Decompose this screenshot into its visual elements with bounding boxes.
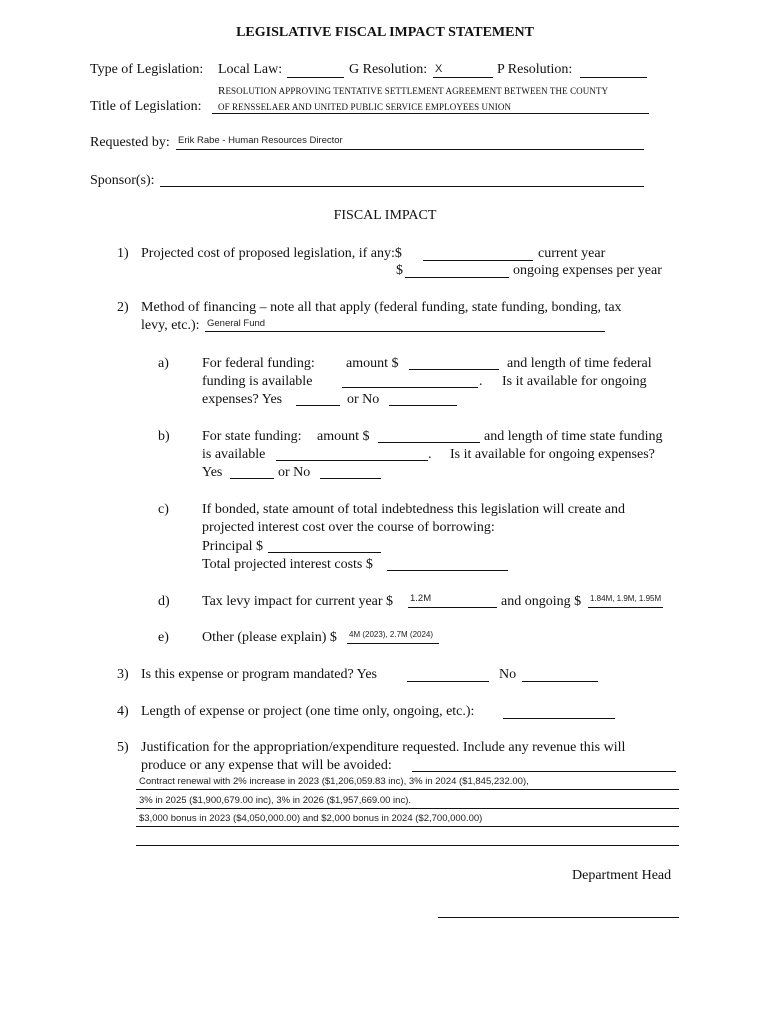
p-resolution-label: P Resolution:: [497, 62, 573, 77]
q1-current-year-field[interactable]: [423, 260, 533, 261]
q2b-length-field[interactable]: [276, 460, 428, 461]
q3-number: 3): [117, 667, 129, 682]
q2b-length-label: and length of time state funding: [484, 429, 663, 444]
q5-answer-line: $3,000 bonus in 2023 ($4,050,000.00) and $2,000 bonus in 2024 ($2,700,000.00): [139, 813, 483, 824]
q2a-ongoing-question: Is it available for ongoing: [502, 374, 647, 389]
q2a-period: .: [479, 374, 483, 389]
q2-financing-field[interactable]: [205, 331, 605, 332]
q2d-tax-levy-label: Tax levy impact for current year $: [202, 594, 394, 609]
title-of-legislation-label: Title of Legislation:: [90, 99, 202, 114]
q5-justification-field-4[interactable]: [136, 845, 679, 846]
requested-by-field[interactable]: [176, 149, 644, 150]
q5-justification-field-3[interactable]: [136, 826, 679, 827]
q5-justification-field-2[interactable]: [136, 808, 679, 809]
q2b-yes-field[interactable]: [230, 478, 274, 479]
q2c-line2: projected interest cost over the course of borrowing:: [202, 520, 495, 535]
q1-ongoing-label: ongoing expenses per year: [513, 263, 662, 278]
q3-no-label: No: [499, 667, 517, 682]
q2e-other-label: Other (please explain) $: [202, 630, 337, 645]
q4-text: Length of expense or project (one time only, ongoing, etc.):: [141, 704, 475, 719]
q4-number: 4): [117, 704, 129, 719]
q2a-yes-field[interactable]: [296, 405, 340, 406]
q1-number: 1): [117, 246, 129, 261]
q3-yes-field[interactable]: [407, 681, 489, 682]
q2b-yes-label: Yes: [202, 465, 223, 480]
q2c-interest-field[interactable]: [387, 570, 508, 571]
q2c-interest-label: Total projected interest costs $: [202, 557, 373, 572]
q5-number: 5): [117, 740, 129, 755]
q2-line2: levy, etc.):: [141, 318, 200, 333]
q2b-letter: b): [158, 429, 170, 444]
local-law-field[interactable]: [287, 77, 344, 78]
q5-answer-line: Contract renewal with 2% increase in 2023 ($1,206,059.83 inc), 3% in 2024 ($1,845,232.00),: [139, 776, 529, 787]
q2e-letter: e): [158, 630, 169, 645]
q3-text: Is this expense or program mandated? Yes: [141, 667, 378, 682]
q2d-ongoing-value: 1.84M, 1.9M, 1.95M: [590, 594, 662, 603]
q2-financing-value: General Fund: [207, 318, 266, 329]
q2b-available-label: is available: [202, 447, 266, 462]
legislation-title-line1: RESOLUTION APPROVING TENTATIVE SETTLEMENT AGREEMENT BETWEEN THE COUNTY: [218, 85, 609, 97]
q2a-letter: a): [158, 356, 169, 371]
q2b-no-field[interactable]: [320, 478, 381, 479]
q5-justification-field-0[interactable]: [412, 771, 676, 772]
department-head-label: Department Head: [572, 868, 672, 883]
legislation-title-line2: OF RENSSELAER AND UNITED PUBLIC SERVICE EMPLOYEES UNION: [218, 102, 512, 112]
requested-by-label: Requested by:: [90, 135, 170, 150]
p-resolution-field[interactable]: [580, 77, 647, 78]
q2a-available-label: funding is available: [202, 374, 313, 389]
q3-no-field[interactable]: [522, 681, 598, 682]
q2b-amount-label: amount $: [317, 429, 370, 444]
q2a-federal-label: For federal funding:: [202, 356, 315, 371]
q2b-no-label: or No: [278, 465, 311, 480]
q2e-other-field[interactable]: [347, 643, 439, 644]
g-resolution-label: G Resolution:: [349, 62, 428, 77]
sponsors-field[interactable]: [160, 186, 644, 187]
q2e-other-value: 4M (2023), 2.7M (2024): [349, 630, 434, 639]
local-law-label: Local Law:: [218, 62, 283, 77]
type-of-legislation-label: Type of Legislation:: [90, 62, 204, 77]
fiscal-impact-heading: FISCAL IMPACT: [333, 208, 437, 223]
q2a-no-field[interactable]: [389, 405, 457, 406]
q4-length-field[interactable]: [503, 718, 615, 719]
q2d-ongoing-field[interactable]: [588, 607, 663, 608]
q2c-letter: c): [158, 502, 169, 517]
q2-line1: Method of financing – note all that apply (federal funding, state funding, bonding, tax: [141, 300, 622, 315]
q2c-principal-label: Principal $: [202, 539, 264, 554]
q2c-principal-field[interactable]: [268, 552, 381, 553]
q5-justification-field-1[interactable]: [136, 789, 679, 790]
g-resolution-value: X: [435, 63, 443, 75]
g-resolution-field[interactable]: [433, 77, 493, 78]
title-of-legislation-field[interactable]: [212, 113, 649, 114]
q2a-amount-field[interactable]: [409, 369, 499, 370]
q2c-line1: If bonded, state amount of total indebtedness this legislation will create and: [202, 502, 626, 517]
q1-ongoing-field[interactable]: [405, 277, 509, 278]
department-head-signature-field[interactable]: [438, 917, 679, 918]
q2a-amount-label: amount $: [346, 356, 399, 371]
q2a-no-label: or No: [347, 392, 380, 407]
q2d-ongoing-label: and ongoing $: [501, 594, 582, 609]
q5-line2: produce or any expense that will be avoided:: [141, 758, 392, 773]
q2b-state-label: For state funding:: [202, 429, 302, 444]
q2b-ongoing-question: Is it available for ongoing expenses?: [450, 447, 655, 462]
q5-line1: Justification for the appropriation/expenditure requested. Include any revenue this will: [141, 740, 626, 755]
q2-number: 2): [117, 300, 129, 315]
q2d-letter: d): [158, 594, 170, 609]
q1-current-year-label: current year: [538, 246, 606, 261]
q2b-period: .: [428, 447, 432, 462]
q2a-yes-label: expenses? Yes: [202, 392, 283, 407]
q2d-current-field[interactable]: [408, 607, 497, 608]
q1-dollar: $: [396, 263, 403, 278]
sponsors-label: Sponsor(s):: [90, 173, 155, 188]
page-title: LEGISLATIVE FISCAL IMPACT STATEMENT: [236, 25, 534, 40]
requested-by-value: Erik Rabe - Human Resources Director: [178, 135, 343, 146]
q1-text: Projected cost of proposed legislation, if any:$: [141, 246, 402, 261]
q2b-amount-field[interactable]: [378, 442, 480, 443]
q2a-length-field[interactable]: [342, 387, 478, 388]
q2a-length-label: and length of time federal: [507, 356, 652, 371]
q2d-current-value: 1.2M: [410, 593, 432, 604]
q5-answer-line: 3% in 2025 ($1,900,679.00 inc), 3% in 2026 ($1,957,669.00 inc).: [139, 795, 411, 806]
